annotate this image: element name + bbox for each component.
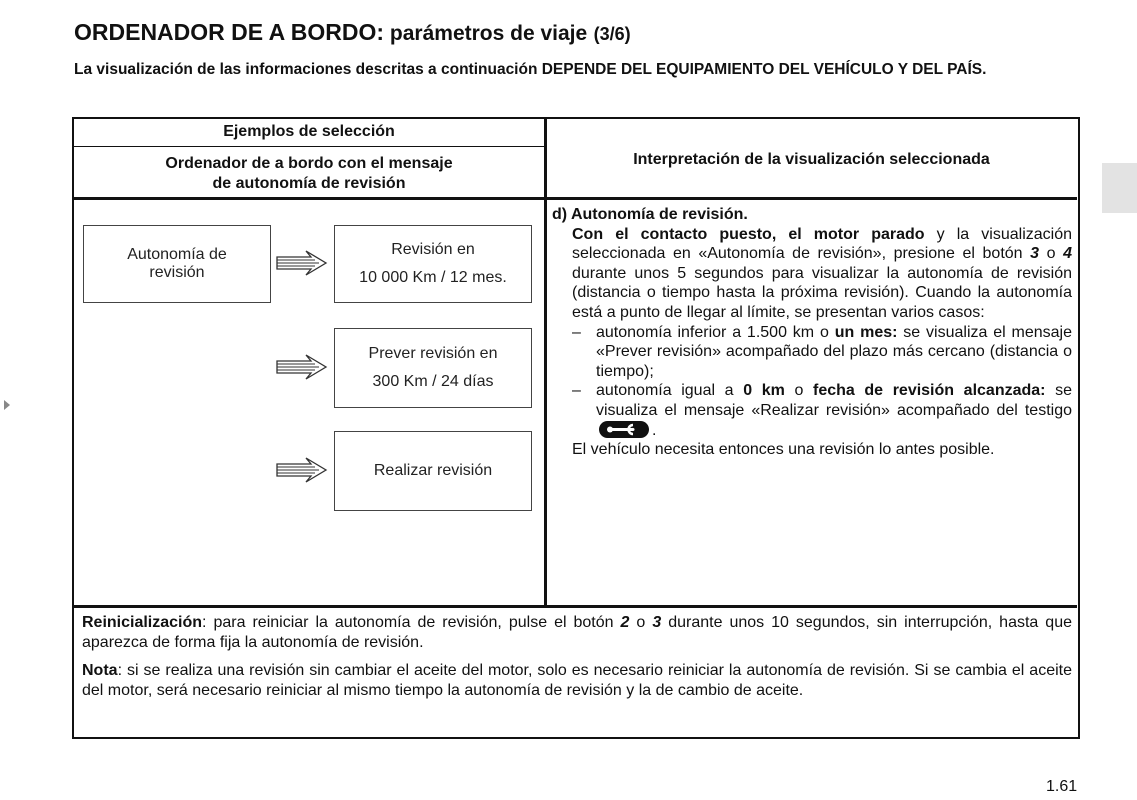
body-divider — [74, 605, 1077, 608]
page-number: 1.61 — [1046, 778, 1078, 795]
interpretation-text: d) Autonomía de revisión. Con el contacto puesto, el motor parado y la visualización seleccionada en «Autonomía de revisión», presione el botón 3 o 4 durante unos 5 segundos para visualizar la autonomía de revisión (distancia o tiempo hasta la próxima revisión). Cuando la autonomía está a punto de llegar al límite, se presentan varios casos: – autonomía inferior a 1.500 km o un mes: se visualiza el mensaje «Prever revisión» acompañado del plazo más cercano (distancia o tiempo); – autonomía igual a 0 km o fecha de revisión alcanzada: se visualiza el mensaje «Realizar revisión» acompañado del testigo . El vehículo necesita entonces una revisión lo antes posible. — [552, 206, 1073, 459]
list-item: – autonomía inferior a 1.500 km o un mes: se visualiza el mensaje «Prever revisión» acompañado del plazo más cercano (distancia o tiempo); — [572, 323, 1073, 380]
arrow-icon-3 — [275, 455, 331, 485]
header-examples: Ejemplos de selección — [223, 123, 395, 140]
wrench-warning-icon — [599, 421, 649, 438]
arrow-icon-2 — [275, 352, 331, 382]
header-interpretation: Interpretación de la visualización seleccionada — [633, 151, 990, 168]
arrow-icon-1 — [275, 248, 331, 278]
revision-display-box: Revisión en 10 000 Km / 12 mes. — [334, 225, 532, 303]
realizar-revision-box: Realizar revisión — [334, 431, 532, 511]
intro-paragraph: La visualización de las informaciones descritas a continuación DEPENDE DEL EQUIPAMIENTO DEL VEHÍCULO Y DEL PAÍS. — [74, 61, 987, 78]
closing-line: El vehículo necesita entonces una revisión lo antes posible. — [572, 441, 995, 459]
header-divider-small — [74, 146, 544, 147]
header-divider — [74, 197, 1077, 200]
header-computer: Ordenador de a bordo con el mensaje de autonomía de revisión — [165, 155, 453, 192]
column-divider — [544, 119, 547, 607]
reset-paragraph: Reinicialización: para reiniciar la autonomía de revisión, pulse el botón 2 o 3 durante unos 10 segundos, sin interrupción, hasta que aparezca de forma fija la autonomía de revisión. — [82, 614, 1072, 651]
triangle-marker-icon — [4, 400, 10, 410]
prever-revision-box: Prever revisión en 300 Km / 24 días — [334, 328, 532, 408]
list-item: – autonomía igual a 0 km o fecha de revisión alcanzada: se visualiza el mensaje «Realizar revisión» acompañado del testigo . — [572, 382, 1073, 439]
note-paragraph: Nota: si se realiza una revisión sin cambiar el aceite del motor, solo es necesario reiniciar la autonomía de revisión. Si se cambia el aceite del motor, será necesario reiniciar al mismo tiempo la autonomía de revisión y la de cambio de aceite. — [82, 662, 1072, 699]
page-title: ORDENADOR DE A BORDO: parámetros de viaje (3/6) — [74, 19, 631, 45]
interp-paragraph: Con el contacto puesto, el motor parado y la visualización seleccionada en «Autonomía de revisión», presione el botón 3 o 4 durante unos 5 segundos para visualizar la autonomía de revisión (distancia o tiempo hasta la próxima revisión). Cuando la autonomía está a punto de llegar al límite, se presentan varios casos: — [572, 225, 1072, 321]
info-table — [72, 117, 1080, 739]
chapter-tab — [1102, 163, 1137, 213]
autonomy-display-box: Autonomía de revisión — [83, 225, 271, 303]
